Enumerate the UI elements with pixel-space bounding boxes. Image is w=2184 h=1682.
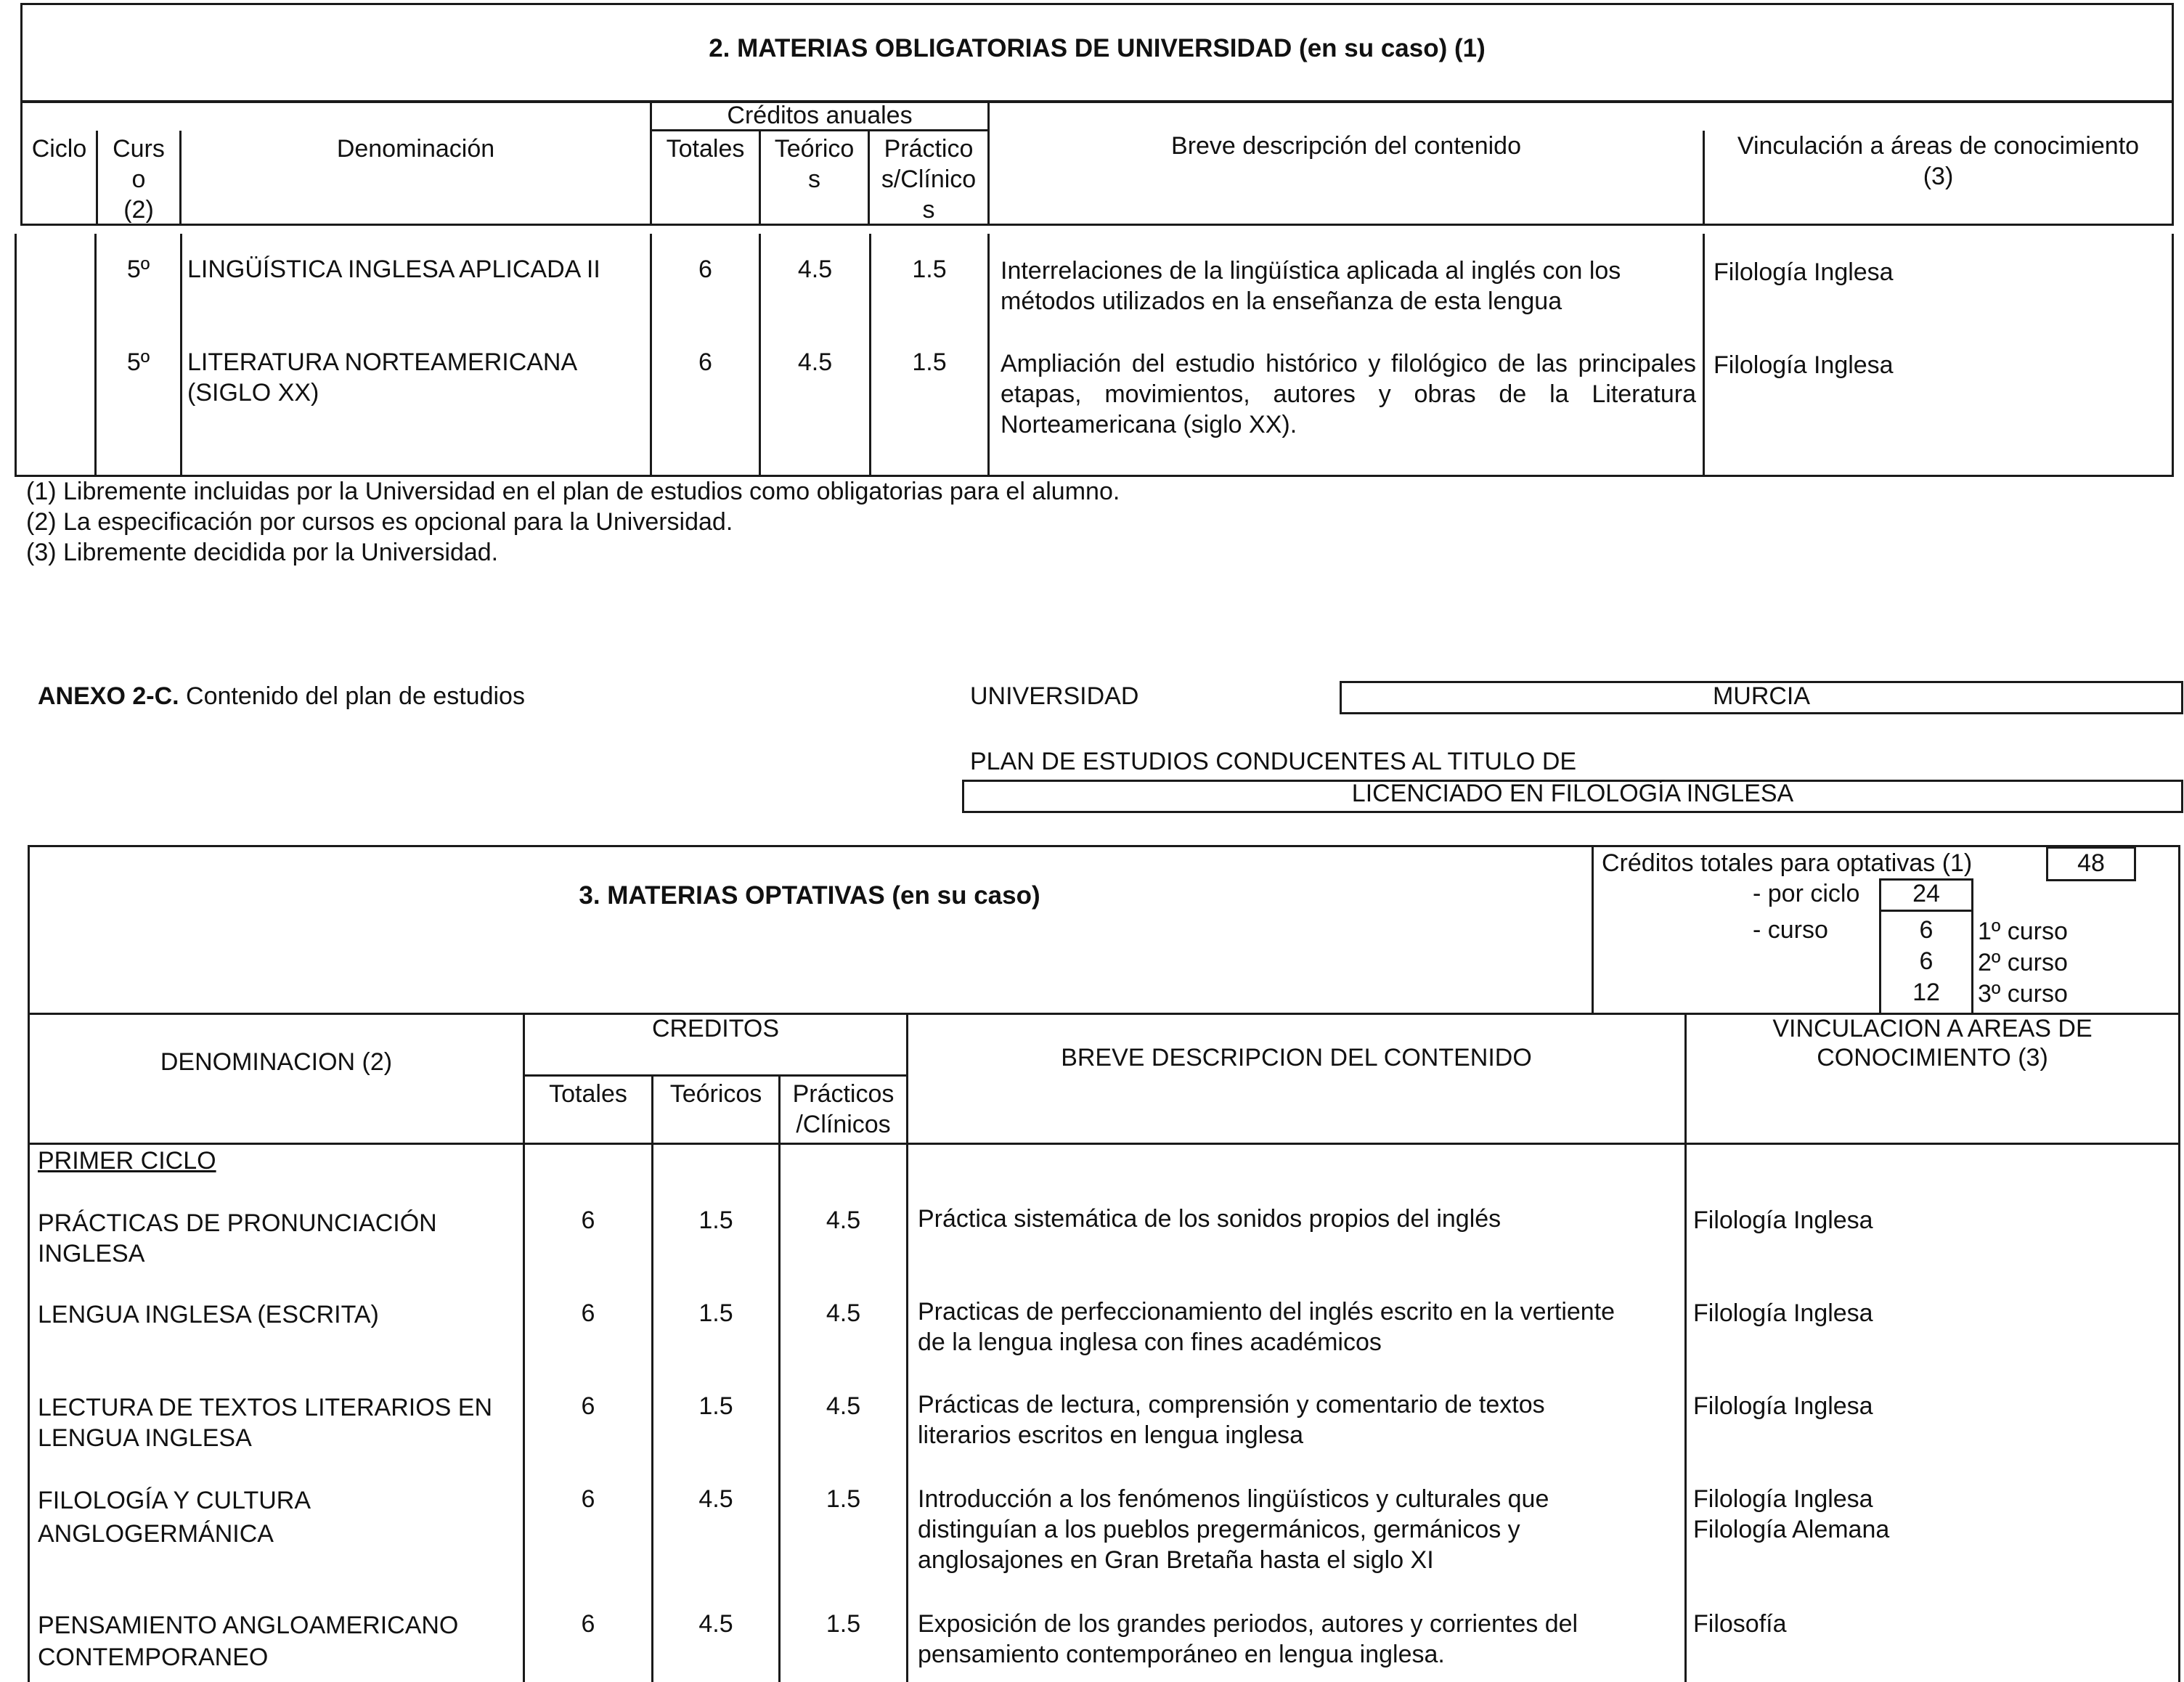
row-vinculacion-1: Filología Inglesa [1693, 1392, 1873, 1420]
header-practicos-3: s [922, 196, 935, 224]
row-teoricos: 4.5 [698, 1485, 733, 1513]
row-descripcion-3: anglosajones en Gran Bretaña hasta el siglo XI [918, 1546, 1434, 1574]
curso-2-value: 6 [1919, 947, 1934, 975]
row-denominacion-1: LECTURA DE TEXTOS LITERARIOS EN [38, 1394, 493, 1421]
header-vinculacion-1: Vinculación a áreas de conocimiento [1737, 132, 2140, 160]
creditos-totales-label: Créditos totales para optativas (1) [1602, 849, 1973, 877]
row-vinculacion: Filología Inglesa [1714, 351, 1894, 379]
row-teoricos: 1.5 [698, 1299, 733, 1327]
header-practicos-2: s/Clínico [881, 166, 977, 193]
row-denominacion-1: PENSAMIENTO ANGLOAMERICANO [38, 1612, 459, 1639]
header-descripcion: BREVE DESCRIPCION DEL CONTENIDO [1061, 1044, 1532, 1071]
footnote-1: (1) Libremente incluidas por la Universidad en el plan de estudios como obligatorias para el alumno. [26, 478, 1120, 505]
header-curso-3: (2) [123, 196, 154, 224]
curso-2-label: 2º curso [1978, 949, 2068, 976]
row-descripcion-1: Prácticas de lectura, comprensión y comentario de textos [918, 1391, 1545, 1418]
row-totales: 6 [581, 1485, 595, 1513]
row-curso: 5º [126, 348, 150, 376]
row-vinculacion-1: Filología Inglesa [1693, 1207, 1873, 1234]
header-teoricos: Teóricos [669, 1080, 762, 1108]
creditos-totales-value: 48 [2077, 849, 2105, 877]
row-totales: 6 [581, 1299, 595, 1327]
row-teoricos: 4.5 [797, 256, 833, 283]
row-teoricos: 1.5 [698, 1392, 733, 1420]
row-denominacion-2: (SIGLO XX) [187, 379, 319, 407]
row-practicos: 1.5 [826, 1610, 861, 1638]
row-teoricos: 4.5 [797, 348, 833, 376]
row-curso: 5º [126, 256, 150, 283]
header-descripcion: Breve descripción del contenido [1171, 132, 1521, 160]
row-descripcion-2: literarios escritos en lengua inglesa [918, 1421, 1304, 1449]
anexo-label-rest: Contenido del plan de estudios [179, 682, 525, 710]
row-vinculacion: Filología Inglesa [1714, 258, 1894, 286]
universidad-value: MURCIA [1712, 682, 1811, 710]
row-descripcion-1: Practicas de perfeccionamiento del inglés escrito en la vertiente [918, 1298, 1615, 1326]
row-denominacion-1: PRÁCTICAS DE PRONUNCIACIÓN [38, 1209, 437, 1237]
row-vinculacion-1: Filosofía [1693, 1610, 1787, 1638]
row-teoricos: 1.5 [698, 1207, 733, 1234]
header-practicos-1: Prácticos [792, 1080, 895, 1108]
header-creditos-anuales: Créditos anuales [727, 102, 913, 129]
row-totales: 6 [581, 1610, 595, 1638]
anexo-label-bold: ANEXO 2-C. [38, 682, 179, 710]
footnote-2: (2) La especificación por cursos es opcional para la Universidad. [26, 508, 733, 536]
plan-label: PLAN DE ESTUDIOS CONDUCENTES AL TITULO DE [970, 748, 1577, 775]
primer-ciclo-label: PRIMER CICLO [38, 1147, 216, 1175]
header-practicos-1: Práctico [884, 135, 974, 163]
obligatorias-title: 2. MATERIAS OBLIGATORIAS DE UNIVERSIDAD (en su caso) (1) [709, 34, 1486, 62]
por-ciclo-label: - por ciclo [1753, 880, 1860, 907]
row-totales: 6 [698, 256, 712, 283]
header-denominacion: Denominación [336, 135, 495, 163]
curso-1-value: 6 [1919, 916, 1934, 944]
header-teoricos-1: Teórico [774, 135, 855, 163]
row-denominacion-2: CONTEMPORANEO [38, 1644, 269, 1671]
row-descripcion-1: Introducción a los fenómenos lingüísticos y culturales que [918, 1485, 1549, 1513]
row-teoricos: 4.5 [698, 1610, 733, 1638]
row-denominacion: LINGÜÍSTICA INGLESA APLICADA II [187, 256, 600, 283]
row-totales: 6 [698, 348, 712, 376]
row-practicos: 4.5 [826, 1207, 861, 1234]
row-practicos: 1.5 [912, 256, 947, 283]
row-descripcion-1: Práctica sistemática de los sonidos propios del inglés [918, 1205, 1502, 1233]
por-ciclo-value: 24 [1912, 880, 1940, 907]
row-descripcion: Ampliación del estudio histórico y filológico de las principales etapas, movimientos, autores y obras de la Literatura Norteamericana (siglo XX). [1001, 350, 1696, 438]
plan-value: LICENCIADO EN FILOLOGÍA INGLESA [1351, 780, 1794, 807]
footnote-3: (3) Libremente decidida por la Universidad. [26, 539, 499, 566]
optativas-title: 3. MATERIAS OPTATIVAS (en su caso) [579, 881, 1040, 910]
row-practicos: 4.5 [826, 1299, 861, 1327]
row-descripcion-1: Exposición de los grandes periodos, autores y corrientes del [918, 1610, 1578, 1638]
row-denominacion-2: LENGUA INGLESA [38, 1424, 252, 1452]
universidad-label: UNIVERSIDAD [970, 682, 1139, 710]
row-vinculacion-1: Filología Inglesa [1693, 1299, 1873, 1327]
header-teoricos-2: s [808, 166, 820, 193]
header-totales: Totales [549, 1080, 627, 1108]
row-practicos: 1.5 [912, 348, 947, 376]
curso-1-label: 1º curso [1978, 918, 2068, 945]
header-ciclo: Ciclo [31, 135, 87, 163]
row-totales: 6 [581, 1392, 595, 1420]
row-denominacion-2: INGLESA [38, 1240, 145, 1267]
row-descripcion-2: distinguían a los pueblos pregermánicos, germánicos y [918, 1516, 1520, 1543]
header-vinculacion-1: VINCULACION A AREAS DE [1772, 1015, 2093, 1042]
row-denominacion-1: LITERATURA NORTEAMERICANA [187, 348, 578, 376]
header-vinculacion-2: CONOCIMIENTO (3) [1817, 1044, 2048, 1071]
header-vinculacion-2: (3) [1923, 163, 1954, 190]
anexo-label [38, 681, 525, 711]
curso-3-label: 3º curso [1978, 980, 2068, 1008]
header-practicos-2: /Clínicos [796, 1111, 891, 1138]
row-descripcion-2: de la lengua inglesa con fines académicos [918, 1328, 1382, 1356]
curso-3-value: 12 [1912, 979, 1940, 1006]
row-vinculacion-2: Filología Alemana [1693, 1516, 1890, 1543]
row-denominacion-1: LENGUA INGLESA (ESCRITA) [38, 1301, 379, 1328]
row-descripcion: Interrelaciones de la lingüística aplicada al inglés con los métodos utilizados en la enseñanza de esta lengua [1001, 257, 1621, 315]
row-vinculacion-1: Filología Inglesa [1693, 1485, 1873, 1513]
row-denominacion-2: ANGLOGERMÁNICA [38, 1520, 274, 1548]
row-descripcion-2: pensamiento contemporáneo en lengua inglesa. [918, 1641, 1445, 1668]
header-denominacion: DENOMINACION (2) [160, 1048, 393, 1076]
curso-label: - curso [1753, 916, 1828, 944]
row-totales: 6 [581, 1207, 595, 1234]
row-denominacion-1: FILOLOGÍA Y CULTURA [38, 1487, 311, 1514]
row-practicos: 1.5 [826, 1485, 861, 1513]
row-practicos: 4.5 [826, 1392, 861, 1420]
header-creditos: CREDITOS [651, 1015, 780, 1042]
header-totales: Totales [666, 135, 745, 163]
header-curso-1: Curs [113, 135, 165, 163]
header-curso-2: o [131, 166, 146, 193]
